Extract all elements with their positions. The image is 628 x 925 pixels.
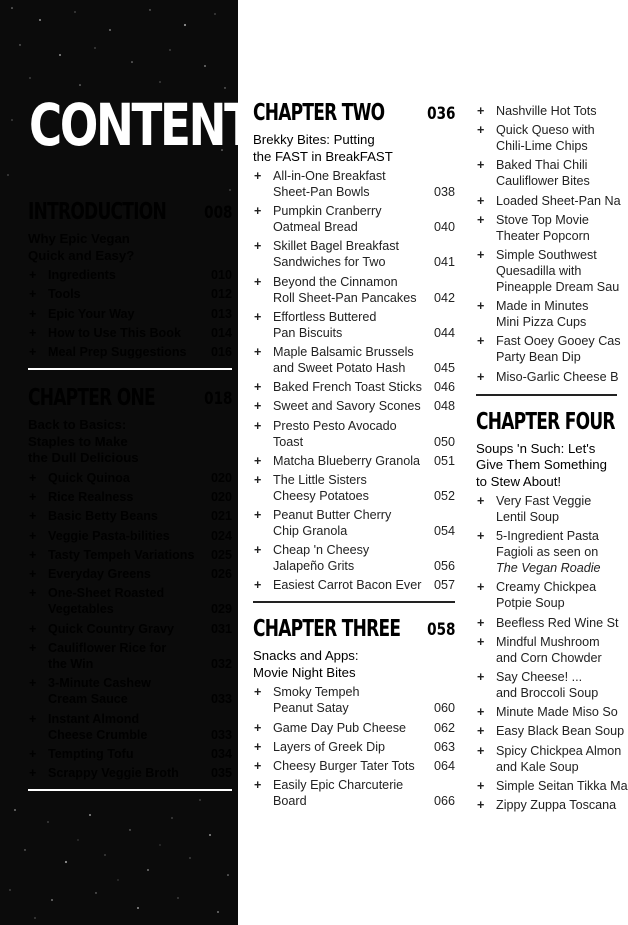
toc-section-introduction <box>28 200 232 370</box>
toc-section-chapter-three <box>253 617 455 809</box>
section-subtitle: Back to Basics: Staples to Make the Dull Delicious <box>28 417 139 466</box>
plus-icon: + <box>254 169 262 183</box>
toc-entry[interactable]: + Meal Prep Suggestions 016 <box>29 345 232 360</box>
plus-icon: + <box>29 528 37 543</box>
section-subtitle: Brekky Bites: Putting the FAST in BreakFAST <box>253 132 393 164</box>
toc-entry[interactable]: + Zippy Zuppa Toscana <box>477 797 617 812</box>
plus-icon: + <box>29 641 37 656</box>
toc-entry[interactable]: + Veggie Pasta-bilities 024 <box>29 528 232 543</box>
section-divider <box>476 394 617 396</box>
entry-page: 041 <box>433 255 455 270</box>
toc-entry[interactable]: + Epic Your Way 013 <box>29 306 232 321</box>
plus-icon: + <box>29 746 37 761</box>
plus-icon: + <box>477 369 485 384</box>
entry-page: 012 <box>210 287 232 302</box>
entry-page: 010 <box>210 268 232 282</box>
plus-icon: + <box>254 399 262 414</box>
plus-icon: + <box>477 580 485 595</box>
toc-entry[interactable]: + Mindful Mushroom and Corn Chowder <box>477 634 602 665</box>
entry-page: 033 <box>210 692 232 707</box>
toc-entry[interactable]: + Beefless Red Wine St <box>477 615 619 630</box>
entry-list <box>253 684 455 809</box>
toc-column-left <box>28 200 232 791</box>
plus-icon: + <box>477 104 485 118</box>
toc-entry[interactable]: + Miso-Garlic Cheese B <box>477 369 619 384</box>
entry-page: 050 <box>433 434 455 449</box>
plus-icon: + <box>254 578 262 593</box>
section-subtitle: Snacks and Apps: Movie Night Bites <box>253 648 359 680</box>
toc-section-chapter-four <box>476 408 628 813</box>
toc-entry[interactable]: + Tasty Tempeh Variations 025 <box>29 547 232 562</box>
entry-page: 031 <box>210 621 232 636</box>
toc-entry[interactable]: + Spicy Chickpea Almon and Kale Soup <box>477 743 622 774</box>
toc-entry[interactable]: + Made in Minutes Mini Pizza Cups <box>477 299 589 330</box>
plus-icon: + <box>29 470 37 485</box>
toc-entry[interactable]: + Quick Quinoa 020 <box>29 470 232 485</box>
entry-page: 040 <box>433 220 455 235</box>
toc-entry[interactable]: + Instant Almond Cheese Crumble 033 <box>29 711 232 742</box>
toc-entry[interactable]: + Cauliflower Rice for the Win 032 <box>29 641 232 672</box>
plus-icon: + <box>477 212 485 227</box>
toc-entry[interactable]: + Pumpkin Cranberry Oatmeal Bread 040 <box>254 204 455 235</box>
toc-entry[interactable]: + Very Fast Veggie Lentil Soup <box>477 494 592 524</box>
plus-icon: + <box>29 489 37 504</box>
toc-entry[interactable]: + Ingredients 010 <box>29 268 232 282</box>
entry-page: 025 <box>210 547 232 562</box>
toc-entry[interactable]: + Baked French Toast Sticks 046 <box>254 380 455 395</box>
toc-entry[interactable]: + Quick Queso with Chili-Lime Chips <box>477 123 595 154</box>
plus-icon: + <box>29 586 37 601</box>
toc-entry[interactable]: + Maple Balsamic Brussels and Sweet Potato Hash 045 <box>254 344 455 375</box>
plus-icon: + <box>254 309 262 324</box>
plus-icon: + <box>477 494 485 508</box>
plus-icon: + <box>29 621 37 636</box>
toc-entry[interactable]: + Tools 012 <box>29 287 232 302</box>
entry-page: 052 <box>433 488 455 503</box>
section-page: 058 <box>426 620 455 641</box>
plus-icon: + <box>254 759 262 773</box>
toc-entry[interactable]: + Nashville Hot Tots <box>477 104 597 118</box>
toc-entry[interactable]: + Stove Top Movie Theater Popcorn <box>477 212 590 243</box>
entry-page: 032 <box>210 657 232 672</box>
section-subtitle: Soups 'n Such: Let's Give Them Something to Stew About! <box>476 440 607 489</box>
plus-icon: + <box>29 676 37 691</box>
section-divider <box>28 789 232 791</box>
plus-icon: + <box>29 268 37 282</box>
toc-entry[interactable]: + Presto Pesto Avocado Toast 050 <box>254 418 455 449</box>
plus-icon: + <box>254 453 262 468</box>
toc-entry[interactable]: + Cheap 'n Cheesy Jalapeño Grits 056 <box>254 543 455 574</box>
toc-entry[interactable]: + Scrappy Veggie Broth 035 <box>29 766 232 781</box>
plus-icon: + <box>29 711 37 726</box>
toc-entry[interactable]: + Say Cheese! ... and Broccoli Soup <box>477 669 599 700</box>
entry-page: 026 <box>210 567 232 582</box>
entry-page: 048 <box>433 399 455 414</box>
section-title: CHAPTER FOUR <box>476 408 615 435</box>
plus-icon: + <box>477 158 485 173</box>
entry-page: 038 <box>433 185 455 199</box>
entry-page: 062 <box>433 720 455 735</box>
toc-entry[interactable]: + Matcha Blueberry Granola 051 <box>254 453 455 468</box>
plus-icon: + <box>477 615 485 630</box>
entry-page: 064 <box>433 759 455 773</box>
toc-entry[interactable]: + The Little Sisters Cheesy Potatoes 052 <box>254 472 455 503</box>
section-subtitle: Why Epic Vegan Quick and Easy? <box>28 231 135 263</box>
toc-entry[interactable]: + Sweet and Savory Scones 048 <box>254 399 455 414</box>
plus-icon: + <box>477 705 485 720</box>
toc-entry[interactable]: + Effortless Buttered Pan Biscuits 044 <box>254 309 455 340</box>
toc-entry[interactable]: + Rice Realness 020 <box>29 489 232 504</box>
section-title: CHAPTER TWO <box>253 100 385 126</box>
plus-icon: + <box>477 724 485 739</box>
section-title: CHAPTER THREE <box>253 616 401 643</box>
entry-page: 054 <box>433 524 455 539</box>
toc-entry[interactable]: + One-Sheet Roasted Vegetables 029 <box>29 586 232 617</box>
plus-icon: + <box>29 345 37 360</box>
plus-icon: + <box>254 239 262 254</box>
plus-icon: + <box>254 418 262 433</box>
toc-entry[interactable]: + Easy Black Bean Soup <box>477 724 625 739</box>
toc-entry[interactable]: + Loaded Sheet-Pan Na <box>477 193 621 208</box>
section-page: 036 <box>426 104 455 124</box>
entry-page: 024 <box>210 528 232 543</box>
toc-entry[interactable]: + Beyond the Cinnamon Roll Sheet-Pan Pancakes 042 <box>254 274 455 305</box>
plus-icon: + <box>477 634 485 649</box>
plus-icon: + <box>254 739 262 754</box>
entry-page: 051 <box>433 453 455 468</box>
plus-icon: + <box>477 299 485 314</box>
toc-entry[interactable]: + Easily Epic Charcuterie Board 066 <box>254 778 455 809</box>
plus-icon: + <box>254 380 262 395</box>
entry-list-continued <box>476 103 621 385</box>
toc-entry[interactable]: + Quick Country Gravy 031 <box>29 621 232 636</box>
contents-title: CONTENTS <box>29 91 283 159</box>
entry-page: 056 <box>433 559 455 574</box>
plus-icon: + <box>29 567 37 582</box>
entry-list <box>253 168 455 593</box>
section-page: 008 <box>203 203 232 223</box>
entry-page: 044 <box>433 325 455 340</box>
entry-page: 029 <box>210 602 232 617</box>
plus-icon: + <box>254 508 262 523</box>
entry-page: 034 <box>210 746 232 761</box>
toc-column-right <box>476 101 628 816</box>
plus-icon: + <box>29 509 37 524</box>
entry-page: 060 <box>433 701 455 716</box>
plus-icon: + <box>29 325 37 340</box>
plus-icon: + <box>477 529 485 544</box>
toc-entry[interactable]: + Tempting Tofu 034 <box>29 746 232 761</box>
toc-section-chapter-one <box>28 386 232 791</box>
plus-icon: + <box>254 720 262 735</box>
toc-entry[interactable]: + Creamy Chickpea Potpie Soup <box>477 580 597 611</box>
toc-entry[interactable]: + Minute Made Miso So <box>477 705 618 720</box>
entry-page: 063 <box>433 739 455 754</box>
toc-entry[interactable]: + Game Day Pub Cheese 062 <box>254 720 455 735</box>
toc-entry[interactable]: + Simple Seitan Tikka Ma <box>477 778 628 793</box>
entry-page: 020 <box>210 470 232 485</box>
entry-list <box>476 493 628 813</box>
entry-page: 014 <box>210 325 232 340</box>
plus-icon: + <box>477 743 485 758</box>
toc-column-middle <box>253 101 455 812</box>
plus-icon: + <box>29 766 37 781</box>
toc-entry[interactable]: + Layers of Greek Dip 063 <box>254 739 455 754</box>
entry-page: 066 <box>433 794 455 809</box>
section-title: CHAPTER ONE <box>28 385 155 412</box>
section-divider <box>253 601 455 603</box>
entry-list <box>28 267 232 360</box>
toc-entry[interactable]: + Smoky Tempeh Peanut Satay 060 <box>254 685 455 716</box>
entry-page: 035 <box>210 766 232 781</box>
toc-entry[interactable]: + All-in-One Breakfast Sheet-Pan Bowls 038 <box>254 169 455 199</box>
plus-icon: + <box>254 472 262 487</box>
plus-icon: + <box>477 193 485 208</box>
entry-list <box>28 470 232 782</box>
plus-icon: + <box>477 123 485 138</box>
toc-entry[interactable]: + Everyday Greens 026 <box>29 567 232 582</box>
toc-entry[interactable]: + Peanut Butter Cherry Chip Granola 054 <box>254 508 455 539</box>
toc-entry[interactable]: + 5-Ingredient Pasta Fagioli as seen on The Vegan Roadie <box>477 529 601 576</box>
plus-icon: + <box>477 334 485 349</box>
plus-icon: + <box>254 778 262 793</box>
section-divider <box>28 368 232 370</box>
plus-icon: + <box>254 543 262 558</box>
toc-entry[interactable]: + Basic Betty Beans 021 <box>29 509 232 524</box>
toc-entry[interactable]: + Fast Ooey Gooey Cas Party Bean Dip <box>477 334 621 365</box>
toc-entry[interactable]: + Easiest Carrot Bacon Ever 057 <box>254 578 455 593</box>
plus-icon: + <box>477 669 485 684</box>
entry-page: 046 <box>433 380 455 395</box>
toc-section-chapter-two <box>253 101 455 603</box>
plus-icon: + <box>29 287 37 302</box>
entry-page: 042 <box>433 290 455 305</box>
entry-page: 057 <box>433 578 455 593</box>
plus-icon: + <box>254 204 262 219</box>
toc-entry[interactable]: + 3-Minute Cashew Cream Sauce 033 <box>29 676 232 707</box>
toc-entry[interactable]: + Skillet Bagel Breakfast Sandwiches for Two 041 <box>254 239 455 270</box>
plus-icon: + <box>477 778 485 793</box>
entry-page: 020 <box>210 489 232 504</box>
toc-entry[interactable]: + Simple Southwest Quesadilla with Pineapple Dream Sau <box>477 247 620 294</box>
toc-entry[interactable]: + Baked Thai Chili Cauliflower Bites <box>477 158 590 189</box>
toc-entry[interactable]: + Cheesy Burger Tater Tots 064 <box>254 759 455 773</box>
plus-icon: + <box>29 306 37 321</box>
plus-icon: + <box>29 547 37 562</box>
section-page: 018 <box>203 389 232 410</box>
toc-entry[interactable]: + How to Use This Book 014 <box>29 325 232 340</box>
section-title: INTRODUCTION <box>28 199 166 225</box>
plus-icon: + <box>477 247 485 262</box>
entry-page: 033 <box>210 727 232 742</box>
plus-icon: + <box>254 344 262 359</box>
plus-icon: + <box>254 274 262 289</box>
entry-page: 045 <box>433 360 455 375</box>
entry-page: 013 <box>210 306 232 321</box>
plus-icon: + <box>477 797 485 812</box>
entry-page: 016 <box>210 345 232 360</box>
entry-page: 021 <box>210 509 232 524</box>
plus-icon: + <box>254 685 262 700</box>
